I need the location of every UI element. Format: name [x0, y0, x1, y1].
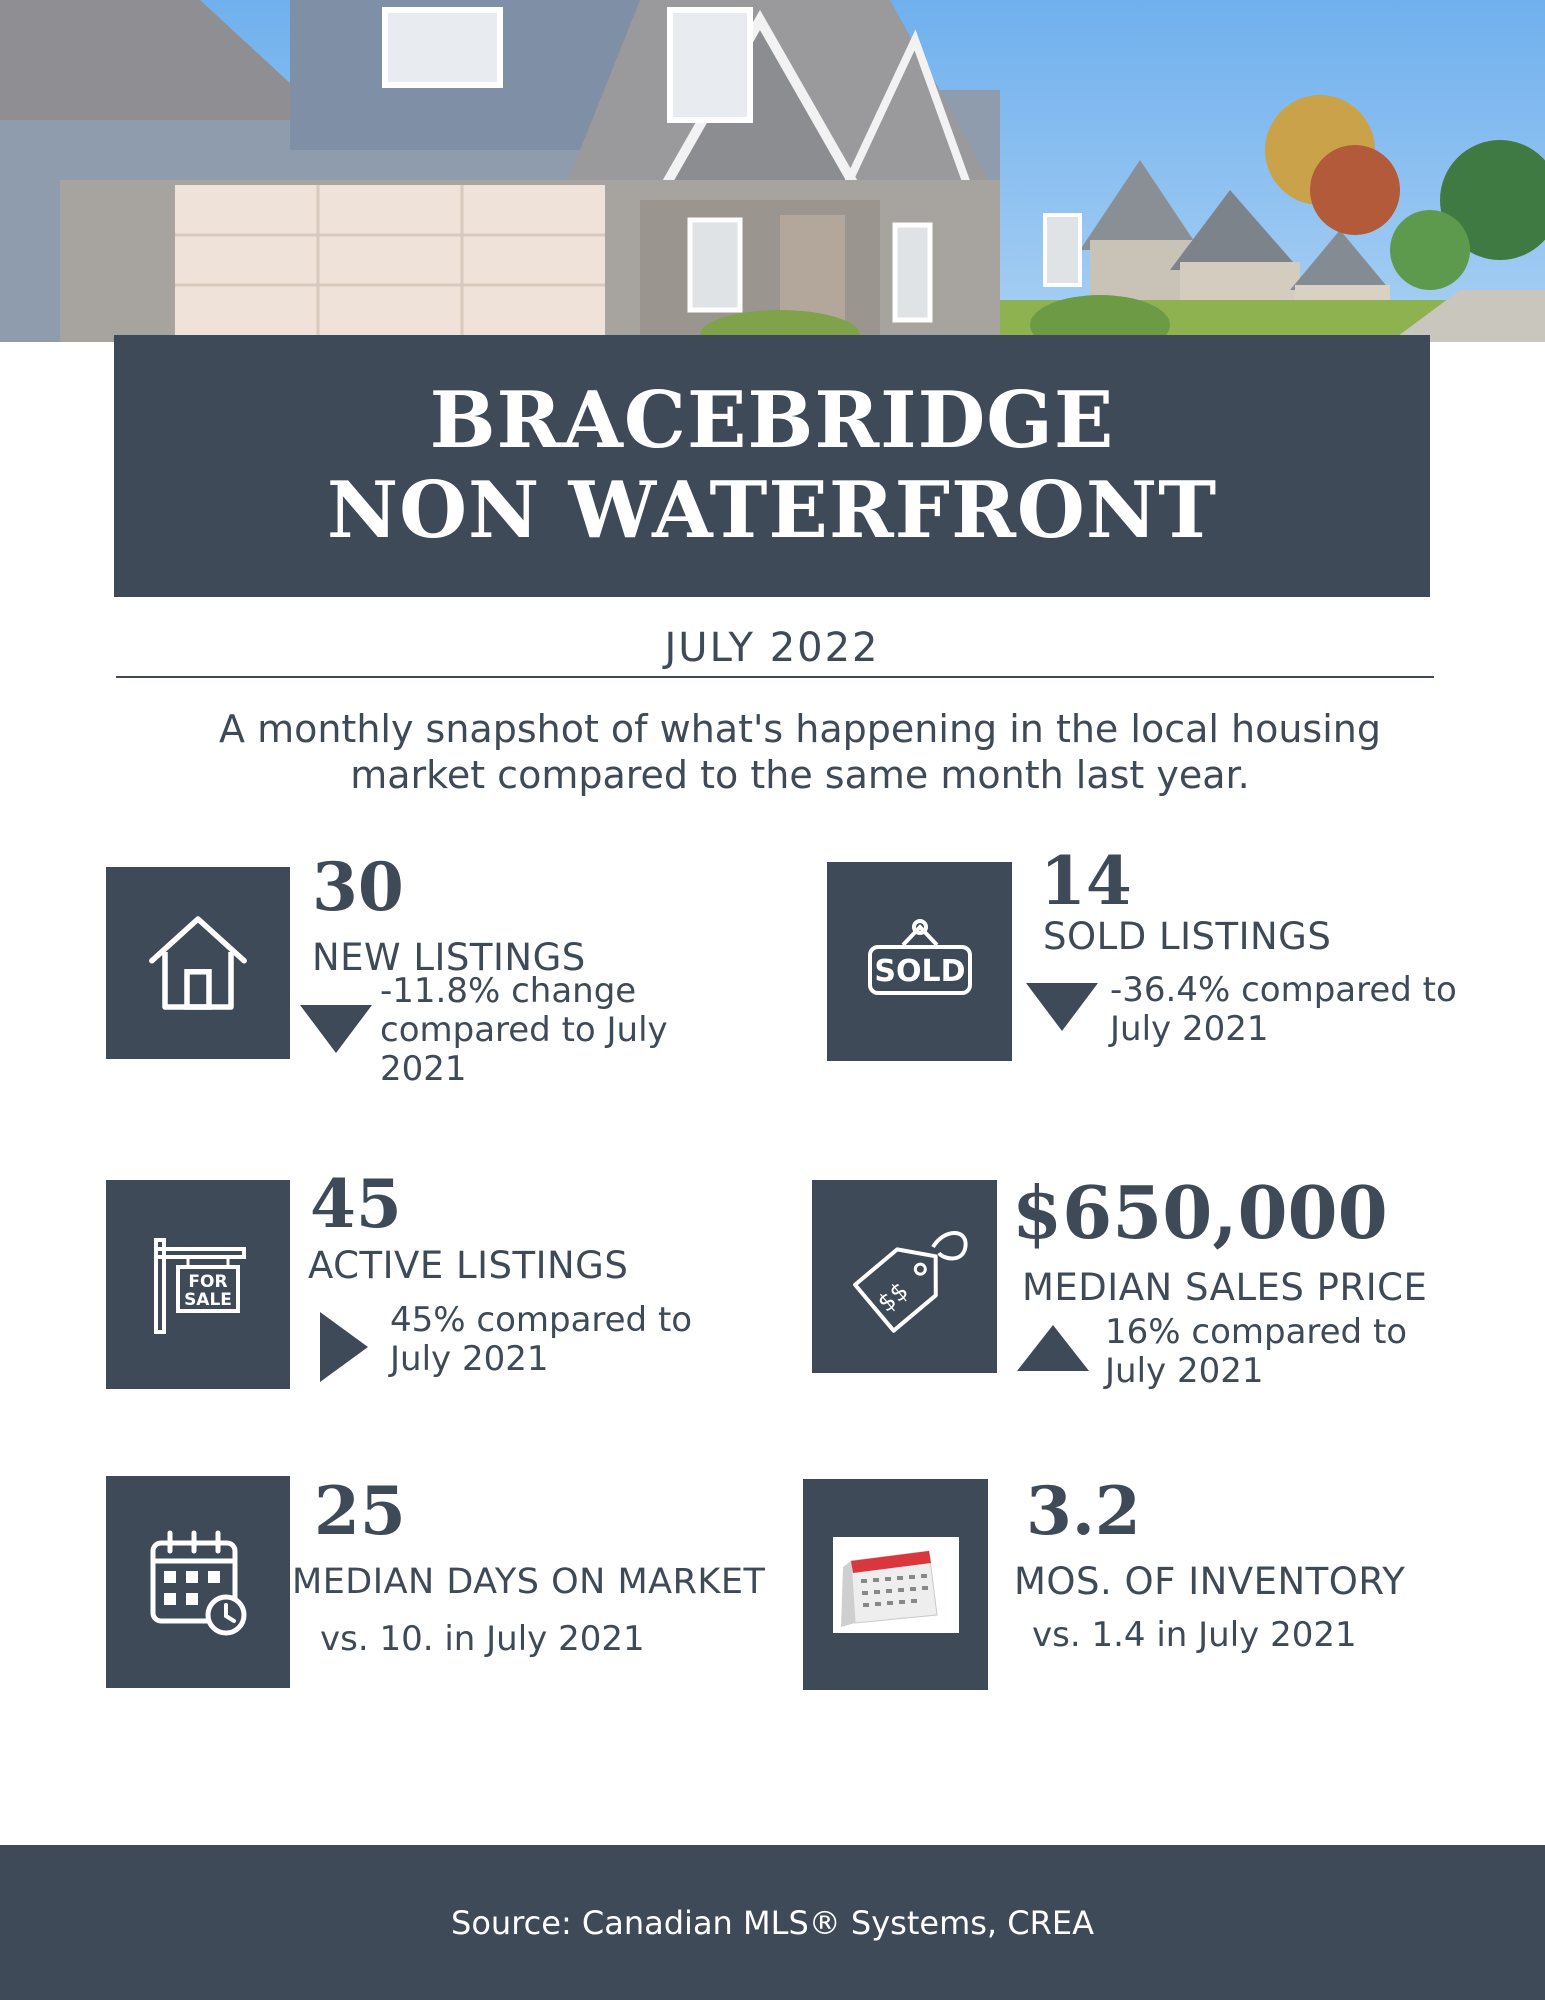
- for-sale-text-1: FOR: [188, 1271, 228, 1292]
- divider: [116, 676, 1434, 678]
- new-listings-label: NEW LISTINGS: [312, 936, 586, 979]
- new-listings-note: [380, 972, 668, 1089]
- inventory-label: MOS. OF INVENTORY: [1014, 1560, 1406, 1603]
- footer-bar: [0, 1845, 1545, 2000]
- active-listings-value: 45: [310, 1165, 402, 1243]
- median-days-icon-box: [106, 1476, 290, 1688]
- median-days-label: MEDIAN DAYS ON MARKET: [292, 1562, 766, 1602]
- triangle-up-icon: [1017, 1325, 1089, 1371]
- title-line-1: BRACEBRIDGE: [429, 375, 1115, 466]
- sold-listings-note-line-1: -36.4% compared to: [1110, 970, 1457, 1010]
- for-sale-sign-icon: [148, 1235, 248, 1335]
- sold-listings-note-line-2: July 2021: [1110, 1009, 1269, 1049]
- for-sale-text-2: SALE: [184, 1289, 232, 1310]
- report-month: JULY 2022: [664, 625, 880, 671]
- median-price-note: [1105, 1313, 1407, 1391]
- active-listings-note-line-1: 45% compared to: [390, 1300, 693, 1340]
- new-listings-note-line-3: 2021: [380, 1049, 467, 1089]
- sold-sign-icon: [865, 917, 975, 1007]
- median-price-note-line-2: July 2021: [1105, 1351, 1264, 1391]
- price-tag-text: $$: [871, 1275, 914, 1318]
- price-tag-icon: [835, 1207, 975, 1347]
- subtitle-line-2: market compared to the same month last year.: [350, 753, 1250, 797]
- desk-calendar-icon: [833, 1537, 959, 1633]
- source-text: Source: Canadian MLS® Systems, CREA: [451, 1903, 1094, 1942]
- active-listings-note: [390, 1301, 692, 1379]
- sold-listings-label: SOLD LISTINGS: [1043, 915, 1332, 958]
- new-listings-note-line-1: -11.8% change: [380, 971, 637, 1011]
- inventory-value: 3.2: [1026, 1472, 1141, 1550]
- median-days-note: vs. 10. in July 2021: [320, 1619, 645, 1659]
- new-listings-icon-box: [106, 867, 290, 1059]
- calendar-clock-icon: [148, 1527, 248, 1637]
- subtitle-line-1: A monthly snapshot of what's happening in the local housing: [219, 707, 1381, 751]
- active-listings-label: ACTIVE LISTINGS: [308, 1244, 629, 1287]
- title-line-2: NON WATERFRONT: [326, 465, 1218, 556]
- median-days-value: 25: [314, 1472, 406, 1550]
- median-price-value: $650,000: [1012, 1170, 1388, 1255]
- inventory-icon-box: [803, 1479, 988, 1690]
- hero-house-photo: [0, 0, 1545, 342]
- sold-sign-text: SOLD: [873, 953, 966, 989]
- median-price-note-line-1: 16% compared to: [1105, 1312, 1408, 1352]
- median-price-label: MEDIAN SALES PRICE: [1022, 1266, 1428, 1309]
- new-listings-note-line-2: compared to July: [380, 1010, 668, 1050]
- active-listings-icon-box: [106, 1180, 290, 1389]
- new-listings-value: 30: [312, 848, 404, 926]
- sold-listings-value: 14: [1040, 842, 1132, 920]
- sold-listings-note: [1110, 971, 1457, 1049]
- active-listings-note-line-2: July 2021: [390, 1339, 549, 1379]
- triangle-down-icon: [1026, 983, 1098, 1031]
- subtitle: [150, 706, 1450, 798]
- title-banner: [114, 335, 1430, 597]
- triangle-right-icon: [320, 1312, 368, 1382]
- inventory-note: vs. 1.4 in July 2021: [1032, 1615, 1357, 1655]
- median-price-icon-box: [812, 1180, 997, 1373]
- house-icon: [143, 908, 253, 1018]
- triangle-down-icon: [300, 1005, 372, 1053]
- sold-listings-icon-box: [827, 862, 1012, 1061]
